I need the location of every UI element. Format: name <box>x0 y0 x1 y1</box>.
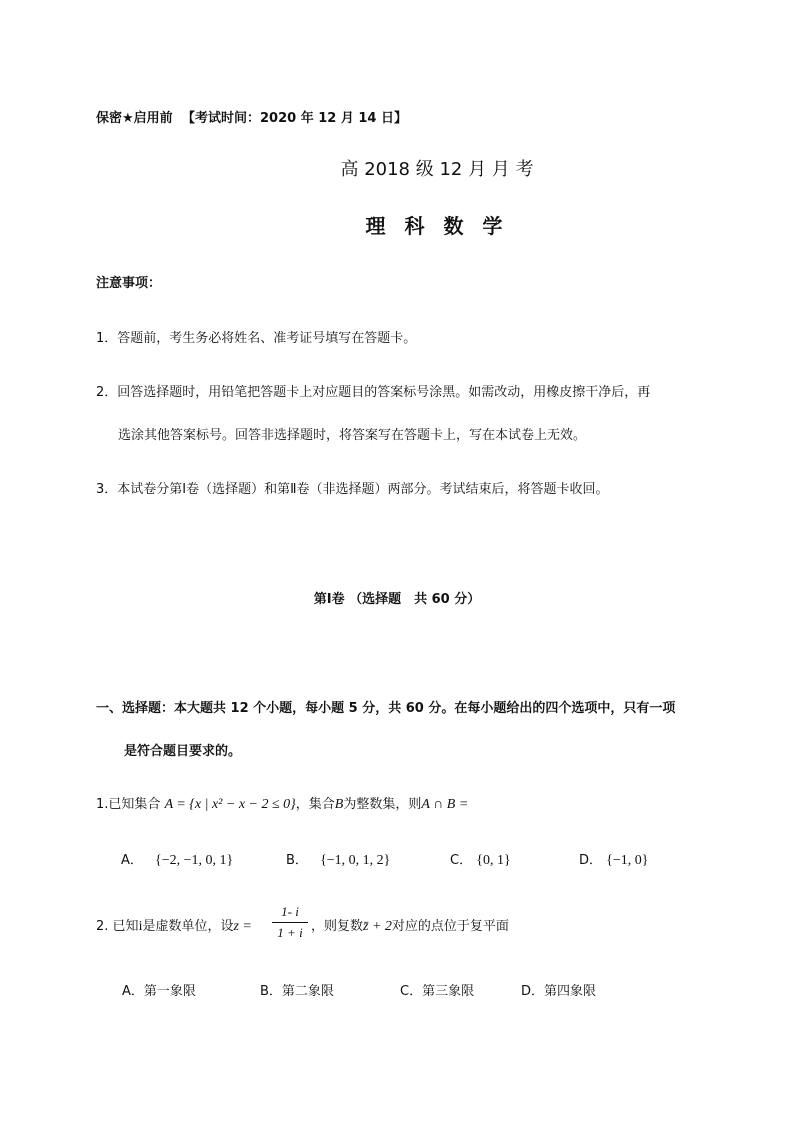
note-item-2 <box>96 381 650 400</box>
fraction-bar <box>272 922 308 923</box>
option-label: D． <box>521 984 545 999</box>
note-number: 3． <box>96 482 118 497</box>
q1-option-d[interactable] <box>579 849 649 869</box>
note-number: 1． <box>96 331 118 346</box>
q2-option-a[interactable] <box>122 980 196 999</box>
exam-time: 【考试时间：2020 年 12 月 14 日】 <box>182 111 407 126</box>
option-label: C． <box>400 984 423 999</box>
note-text: 答题前，考生务必将姓名、准考证号填写在答题卡。 <box>117 331 417 346</box>
option-value: {0, 1} <box>476 853 511 868</box>
q2-text-3: ，则复数 <box>311 919 364 934</box>
note-item-1 <box>96 327 416 346</box>
q1-text-2: ，集合 <box>295 797 335 812</box>
option-value: 第一象限 <box>143 984 196 999</box>
option-value: 第三象限 <box>422 984 475 999</box>
q1-text-1: 已知集合 <box>108 797 161 812</box>
notes-heading: 注意事项： <box>96 276 162 291</box>
q2-text-2: 是虚数单位，设 <box>142 919 234 934</box>
question-number: 2. <box>96 919 109 934</box>
set-a-formula: A = {x | x² − x − 2 ≤ 0} <box>164 797 296 812</box>
confidential-label: 保密★启用前 <box>96 111 173 126</box>
part1-instruction: 一、选择题：本大题共 12 个小题，每小题 5 分，共 60 分。在每小题给出的四个选项中，只有一项 <box>96 701 676 716</box>
q1-text-3: 为整数集，则 <box>343 797 422 812</box>
intersection-expr: A ∩ B = <box>421 797 469 812</box>
option-label: B． <box>260 984 282 999</box>
question-2 <box>96 915 252 935</box>
note-number: 2． <box>96 385 118 400</box>
question-2-continued <box>311 915 509 935</box>
set-b-symbol: B <box>334 797 344 812</box>
option-value: 第四象限 <box>544 984 597 999</box>
option-value: {−2, −1, 0, 1} <box>155 853 234 868</box>
option-value: {−1, 0, 1, 2} <box>320 853 391 868</box>
fraction-z <box>272 903 308 942</box>
imaginary-unit: i <box>138 919 143 934</box>
exam-title: 高 2018 级 12 月 月 考 <box>340 159 534 180</box>
note-text: 回答选择题时，用铅笔把答题卡上对应题目的答案标号涂黑。如需改动，用橡皮擦干净后，再 <box>117 385 651 400</box>
part1-instruction-continued: 是符合题目要求的。 <box>124 744 242 759</box>
section-title: 第Ⅰ卷 （选择题 共 60 分） <box>313 592 481 607</box>
option-value: {−1, 0} <box>606 853 649 868</box>
note-item-3 <box>96 478 609 497</box>
option-label: B． <box>286 853 308 868</box>
question-number: 1. <box>96 797 109 812</box>
q1-option-a[interactable] <box>121 849 233 869</box>
fraction-numerator: 1- i <box>281 904 299 919</box>
z-equals: z = <box>233 919 252 934</box>
q2-option-c[interactable] <box>400 980 474 999</box>
fraction-denominator: 1 + i <box>277 925 303 940</box>
option-label: A． <box>121 853 143 868</box>
option-label: A． <box>122 984 144 999</box>
note-text: 本试卷分第Ⅰ卷（选择题）和第Ⅱ卷（非选择题）两部分。考试结束后，将答题卡收回。 <box>117 482 609 497</box>
option-label: D． <box>579 853 603 868</box>
q2-option-b[interactable] <box>260 980 334 999</box>
q1-option-b[interactable] <box>286 849 390 869</box>
q2-option-d[interactable] <box>521 980 596 999</box>
q2-text-4: 对应的点位于复平面 <box>391 919 509 934</box>
option-label: C． <box>450 853 473 868</box>
subject-title: 理 科 数 学 <box>365 214 509 238</box>
zbar-plus-2: z̄ + 2 <box>363 919 392 934</box>
q1-option-c[interactable] <box>450 849 511 869</box>
question-1 <box>96 793 468 813</box>
note-item-2-continued: 选涂其他答案标号。回答非选择题时，将答案写在答题卡上，写在本试卷上无效。 <box>118 428 587 443</box>
q2-text-1: 已知 <box>112 919 139 934</box>
option-value: 第二象限 <box>281 984 334 999</box>
